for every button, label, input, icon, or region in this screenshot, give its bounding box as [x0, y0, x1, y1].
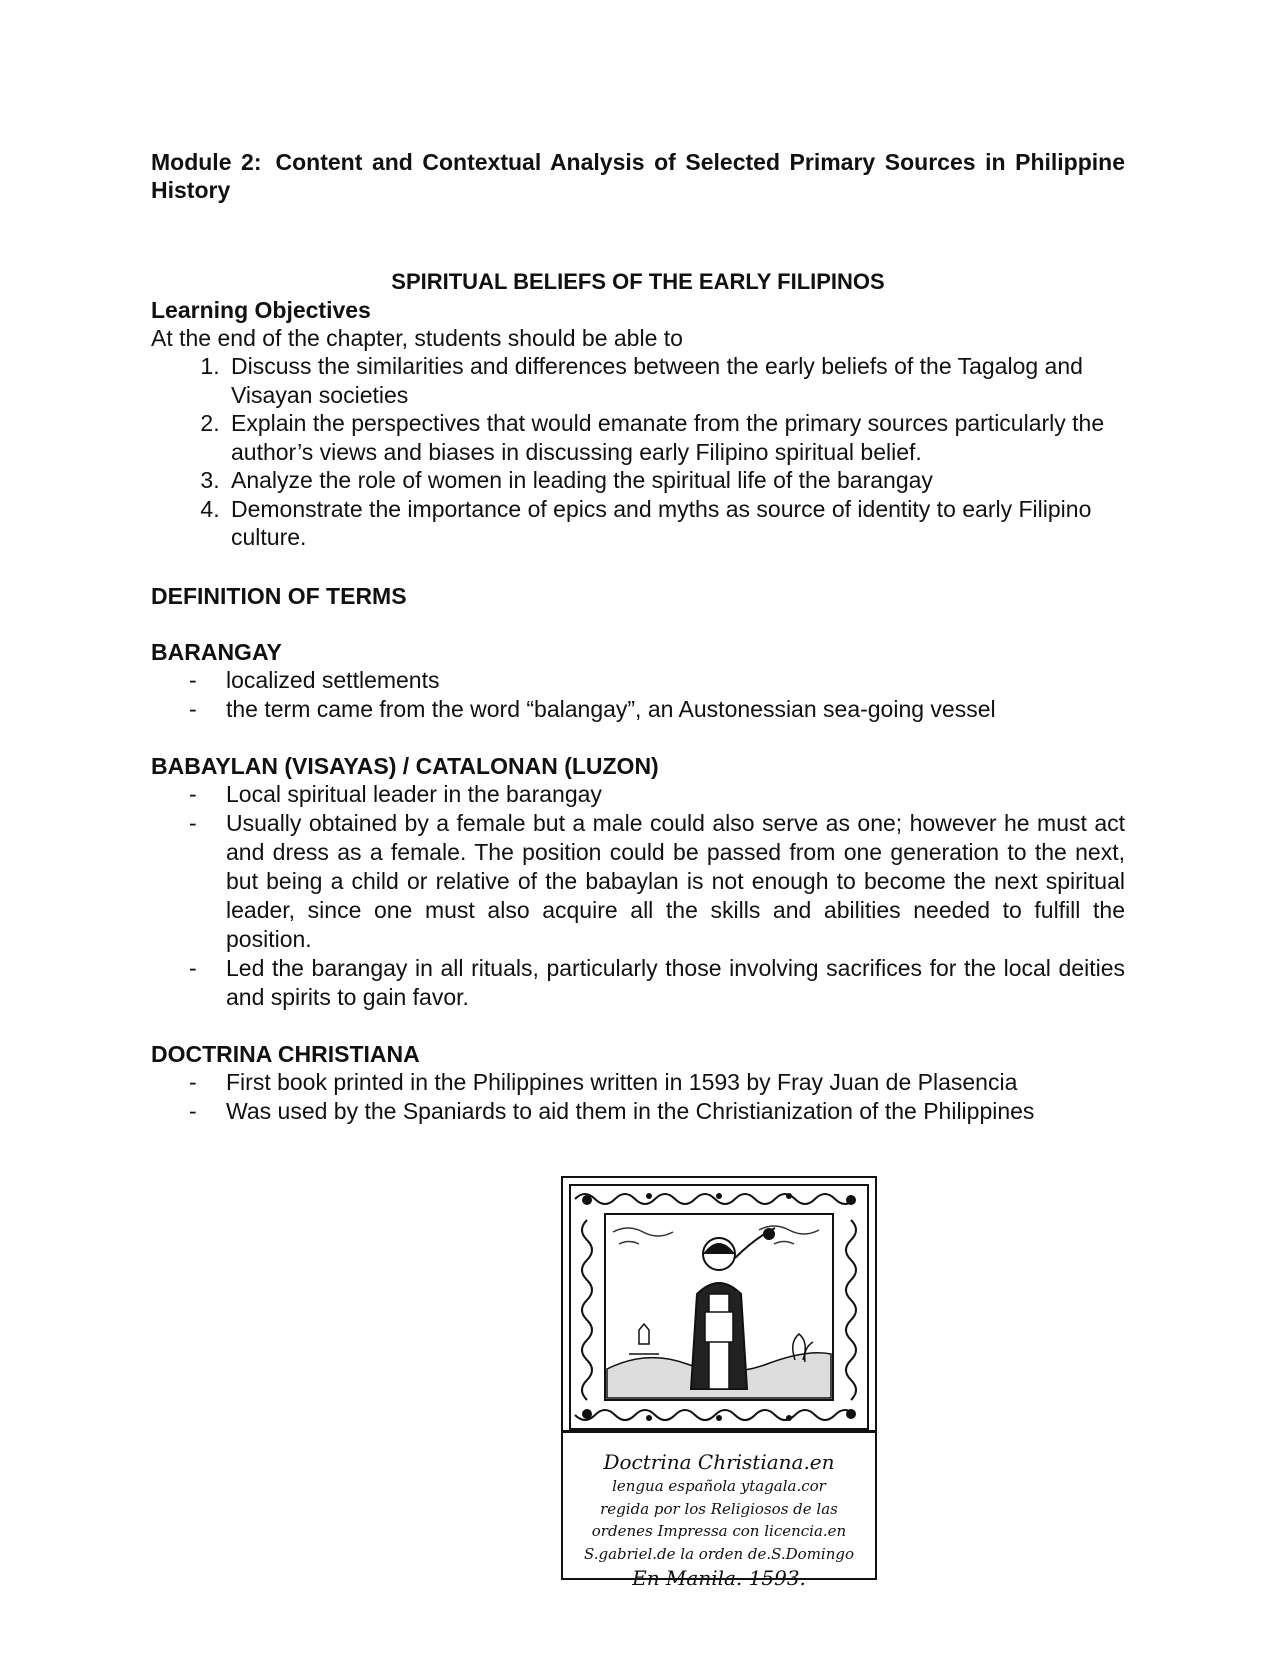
term-point: - Led the barangay in all rituals, particularly those involving sacrifices for the local deities and spirits to gain favor. [151, 954, 1125, 1012]
caption-line: ordenes Impressa con licencia.en [591, 1522, 847, 1540]
objective-item: 3. Analyze the role of women in leading the spiritual life of the barangay [226, 466, 1125, 495]
term-doctrina: DOCTRINA CHRISTIANA [151, 1040, 420, 1067]
caption-line: S.gabriel.de la orden de.S.Domingo [583, 1544, 855, 1563]
module-label: Module 2: [151, 149, 262, 175]
objective-item: 4. Demonstrate the importance of epics and myths as source of identity to early Filipino culture. [226, 495, 1125, 552]
caption-line: regida por los Religiosos de las [600, 1499, 838, 1518]
title-page-caption [563, 1430, 875, 1590]
objectives-heading: Learning Objectives [151, 297, 371, 323]
term-babaylan: BABAYLAN (VISAYAS) / CATALONAN (LUZON) [151, 752, 659, 779]
caption-line: lengua española ytagala.cor [612, 1477, 826, 1495]
document-page [151, 148, 1125, 1126]
module-heading [151, 148, 1125, 204]
term-babaylan-points [151, 780, 1125, 1012]
term-barangay-points [151, 666, 1125, 724]
term-point: - First book printed in the Philippines written in 1593 by Fray Juan de Plasencia [151, 1068, 1125, 1097]
woodcut-illustration [569, 1184, 869, 1430]
caption-line: Doctrina Christiana.en [603, 1450, 835, 1474]
term-point: - Local spiritual leader in the barangay [151, 780, 1125, 809]
term-point: - the term came from the word “balangay”, an Austonessian sea-going vessel [151, 695, 1125, 724]
objectives-intro: At the end of the chapter, students should be able to [151, 325, 683, 351]
section-title: SPIRITUAL BELIEFS OF THE EARLY FILIPINOS [391, 269, 885, 294]
term-point: - Was used by the Spaniards to aid them in the Christianization of the Philippines [151, 1097, 1125, 1126]
term-point: - Usually obtained by a female but a male could also serve as one; however he must act and dress as a female. The position could be passed from one generation to the next, but being a child or relative of the babaylan is not enough to become the next spiritual leader, since one must also acquire all the skills and abilities needed to fulfill the position. [151, 809, 1125, 954]
caption-line: En Manila. 1593. [632, 1566, 806, 1590]
objective-item: 1. Discuss the similarities and differences between the early beliefs of the Tagalog and Visayan societies [226, 352, 1125, 409]
objective-item: 2. Explain the perspectives that would emanate from the primary sources particularly the author’s views and biases in discussing early Filipino spiritual belief. [226, 409, 1125, 466]
module-title: Content and Contextual Analysis of Selected Primary Sources in Philippine History [151, 149, 1125, 203]
definitions-heading: DEFINITION OF TERMS [151, 582, 407, 609]
term-doctrina-points [151, 1068, 1125, 1126]
doctrina-christiana-title-page [561, 1176, 877, 1590]
term-point: - localized settlements [151, 666, 1125, 695]
objectives-list [151, 352, 1125, 552]
term-barangay: BARANGAY [151, 638, 282, 665]
